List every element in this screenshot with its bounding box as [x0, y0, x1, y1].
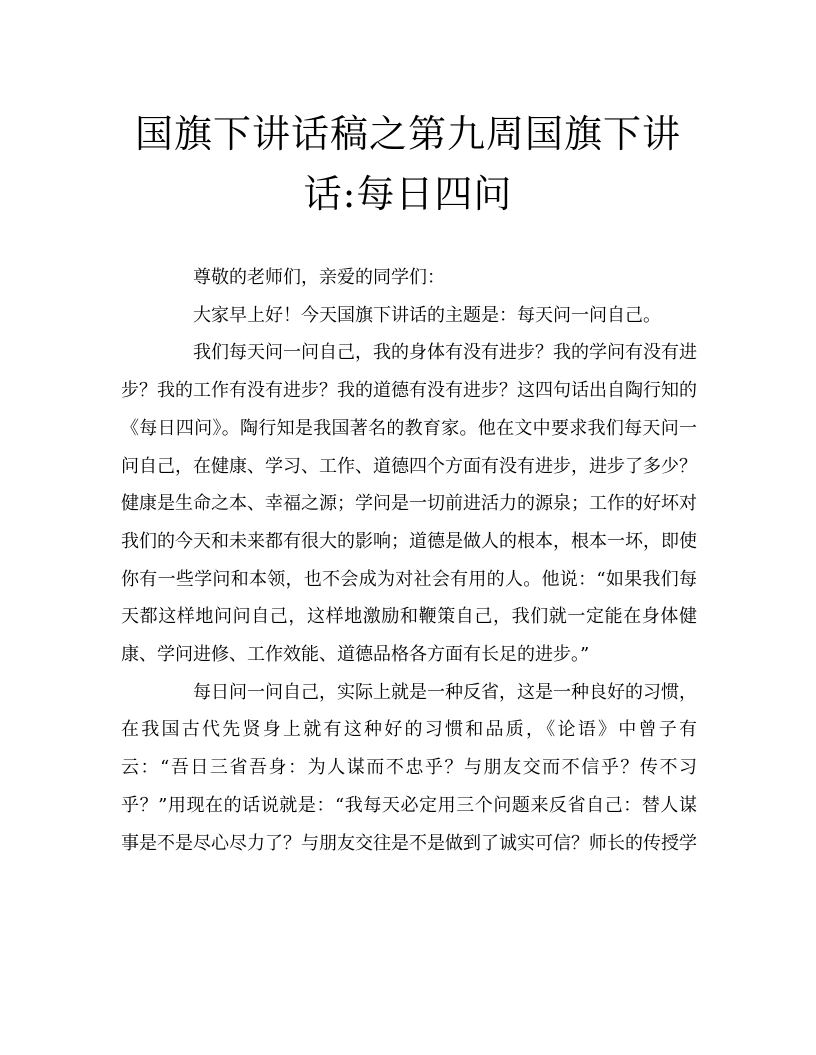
document-title: 国旗下讲话稿之第九周国旗下讲话:每日四问 — [134, 112, 681, 216]
body-paragraph: 我们每天问一问自己，我的身体有没有进步？我的学问有没有进步？我的工作有没有进步？我的道德有没有进步？这四句话出自陶行知的《每日四问》。陶行知是我国著名的教育家。他在文中要求我们每天问一问自己，在健康、学习、工作、道德四个方面有没有进步，进步了多少？健康是生命之本、幸福之源；学问是一切前进活力的源泉；工作的好坏对我们的今天和未来都有很大的影响；道德是做人的根本，根本一坏，即使你有一些学问和本领，也不会成为对社会有用的人。他说：“如果我们每天都这样地问问自己，这样地激励和鞭策自己，我们就一定能在身体健康、学问进修、工作效能、道德品格各方面有长足的进步。” — [121, 342, 697, 666]
greeting: 大家早上好！今天国旗下讲话的主题是：每天问一问自己。 — [193, 304, 661, 326]
body-paragraph: 每日问一问自己，实际上就是一种反省，这是一种良好的习惯，在我国古代先贤身上就有这种好的习惯和品质，《论语》中曾子有云：“吾日三省吾身：为人谋而不忠乎？与朋友交而不信乎？传不习乎？”用现在的话说就是：“我每天必定用三个问题来反省自己：替人谋事是不是尽心尽力了？与朋友交往是不是做到了诚实可信？师长的传授学 — [121, 681, 697, 854]
document-body — [121, 259, 697, 862]
salutation: 尊敬的老师们，亲爱的同学们： — [193, 267, 445, 288]
